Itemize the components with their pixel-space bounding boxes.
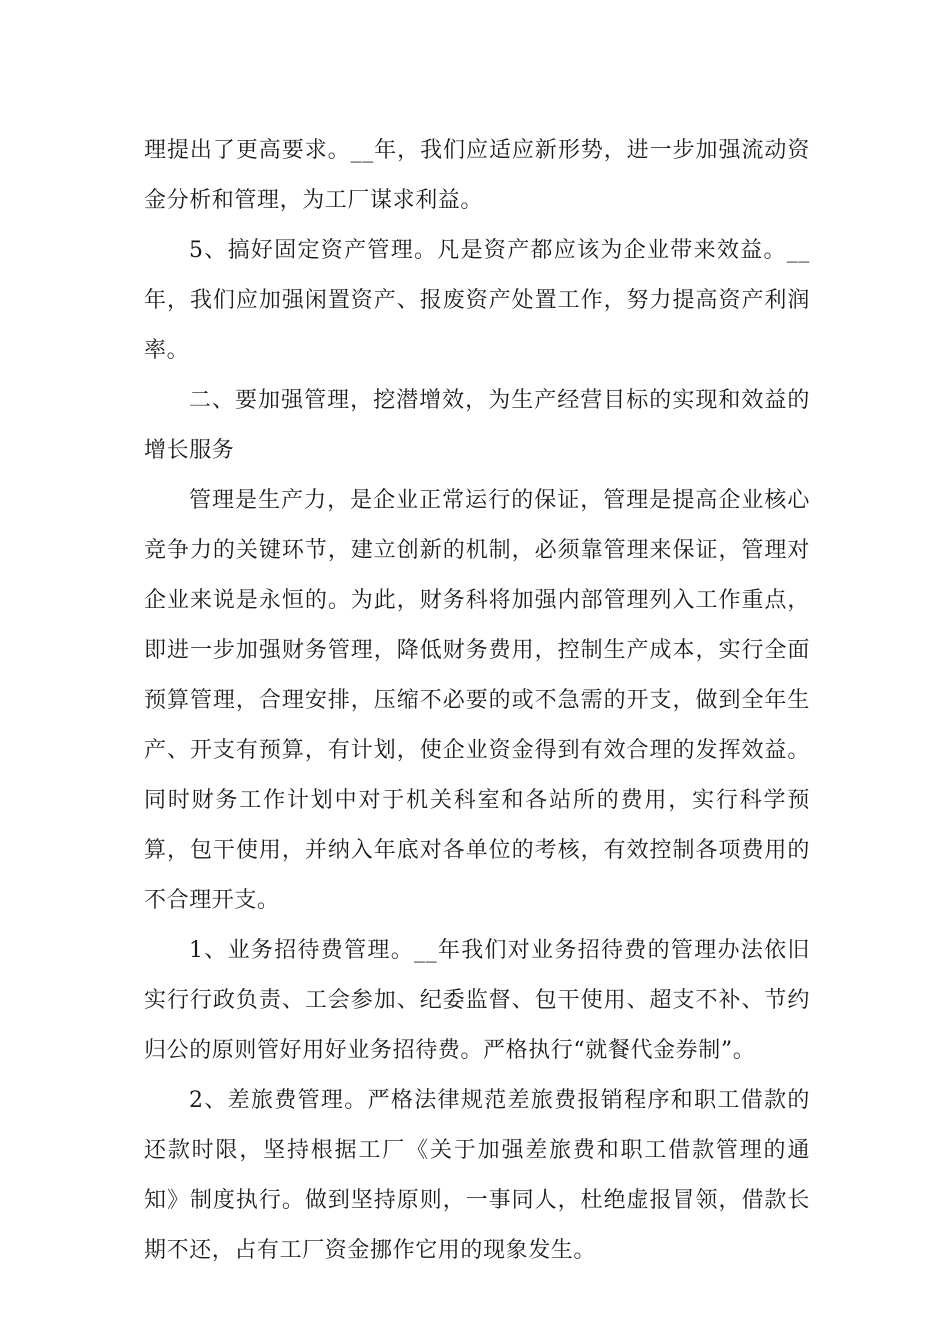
section-heading-management: 二、要加强管理，挖潜增效，为生产经营目标的实现和效益的增长服务 bbox=[144, 388, 810, 463]
paragraph-management: 管理是生产力，是企业正常运行的保证，管理是提高企业核心竞争力的关键环节，建立创新的机制，必须靠管理来保证，管理对企业来说是永恒的。为此，财务科将加强内部管理列入工作重点，即进一步加强财务管理，降低财务费用，控制生产成本，实行全面预算管理，合理安排，压缩不必要的或不急需的开支，做到全年生产、开支有预算，有计划，使企业资金得到有效合理的发挥效益。同时财务工作计划中对于机关科室和各站所的费用，实行科学预算，包干使用，并纳入年底对各单位的考核，有效控制各项费用的不合理开支。 bbox=[144, 488, 810, 913]
paragraph-fixed-assets: 5、搞好固定资产管理。凡是资产都应该为企业带来效益。__年，我们应加强闲置资产、报废资产处置工作，努力提高资产利润率。 bbox=[144, 238, 810, 363]
paragraph-continuation: 理提出了更高要求。__年，我们应适应新形势，进一步加强流动资金分析和管理，为工厂谋求利益。 bbox=[144, 138, 810, 213]
document-body bbox=[144, 126, 810, 1276]
paragraph-travel-expenses: 2、差旅费管理。严格法律规范差旅费报销程序和职工借款的还款时限，坚持根据工厂《关于加强差旅费和职工借款管理的通知》制度执行。做到坚持原则，一事同人，杜绝虚报冒领，借款长期不还，占有工厂资金挪作它用的现象发生。 bbox=[144, 1088, 810, 1263]
paragraph-entertainment-expenses: 1、业务招待费管理。__年我们对业务招待费的管理办法依旧实行行政负责、工会参加、纪委监督、包干使用、超支不补、节约归公的原则管好用好业务招待费。严格执行“就餐代金券制”。 bbox=[144, 938, 810, 1063]
